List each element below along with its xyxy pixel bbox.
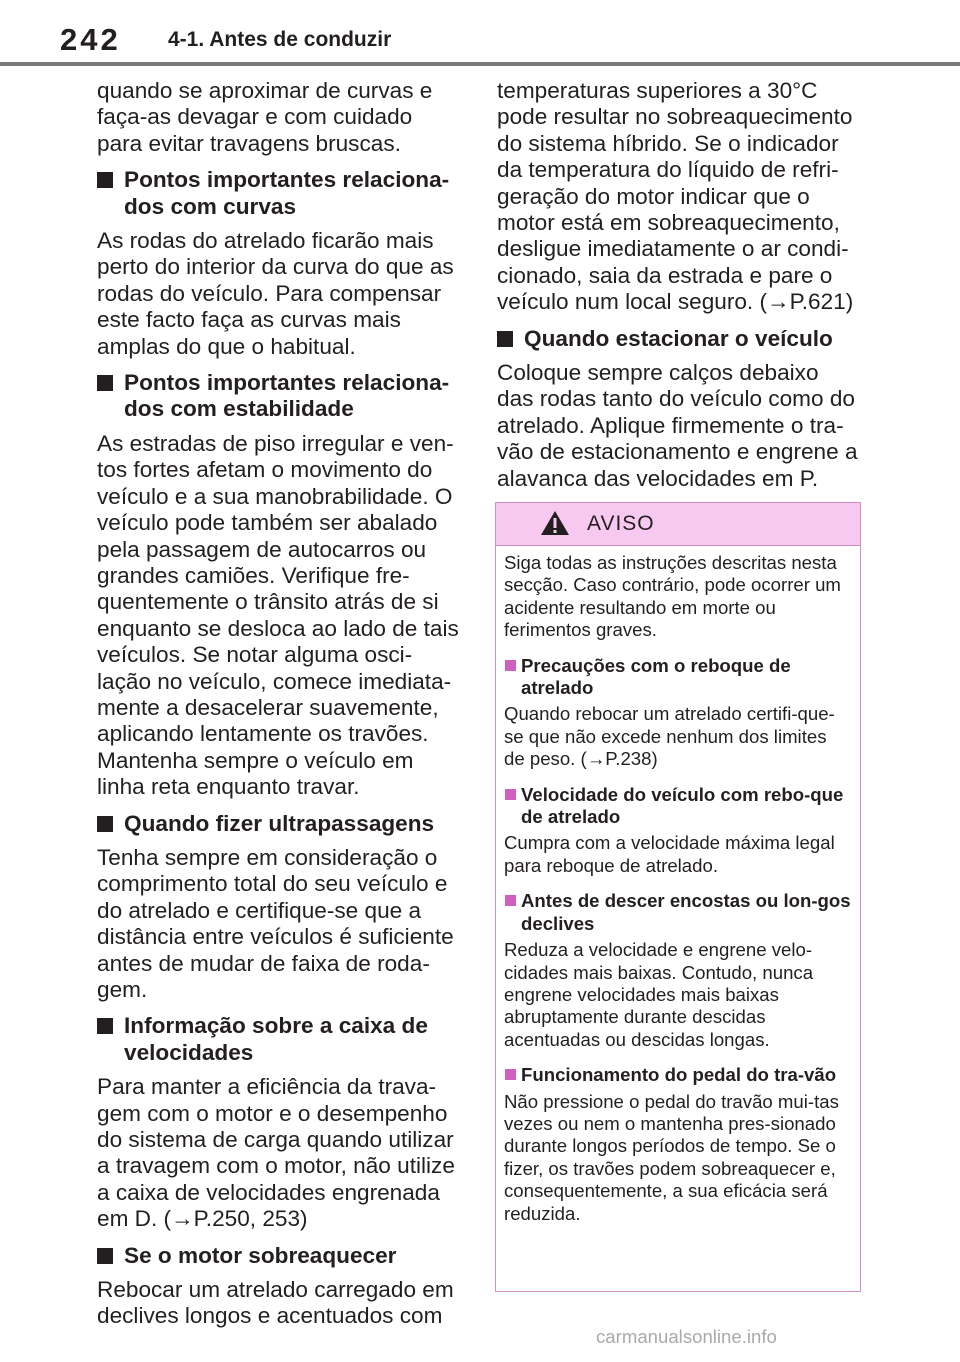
- section-heading: [497, 326, 859, 352]
- square-bullet-icon: [97, 375, 113, 391]
- warning-paragraph: Não pressione o pedal do travão mui-tas vezes ou nem o mantenha pres-sionado durante longos períodos de tempo. Se o fizer, os travões podem sobreaquecer e, consequentemente, a sua eficácia será reduzida.: [504, 1090, 839, 1224]
- square-bullet-icon: [505, 660, 516, 671]
- square-bullet-icon: [97, 1248, 113, 1264]
- warning-box: [495, 502, 861, 1292]
- section-paragraph: As rodas do atrelado ficarão mais perto do interior da curva do que as rodas do veículo. Para compensar este facto faça as curvas mais amplas do que o habitual.: [97, 228, 454, 359]
- warning-subheading-text: Precauções com o reboque de atrelado: [521, 654, 791, 699]
- section-heading: [97, 370, 459, 423]
- section-heading-text: Quando fizer ultrapassagens: [124, 810, 435, 836]
- section-paragraph: Rebocar um atrelado carregado em declives longos e acentuados com: [97, 1277, 454, 1329]
- section-title: 4-1. Antes de conduzir: [168, 28, 392, 51]
- warning-paragraph: Cumpra com a velocidade máxima legal para reboque de atrelado.: [504, 832, 835, 876]
- section-heading-text: Pontos importantes relaciona-dos com curvas: [124, 167, 450, 219]
- section-heading-text: Pontos importantes relaciona-dos com estabilidade: [124, 370, 450, 422]
- section-paragraph: As estradas de piso irregular e ven-tos fortes afetam o movimento do veículo e a sua manobrabilidade. O veículo pode também ser abalado pela passagem de autocarros ou grandes camiões. Verifique fre-quentemente o trânsito atrás de si enquanto se desloca ao lado de tais veículos. Se notar alguma osci-lação no veículo, comece imediata-mente a desacelerar suavemente, aplicando lentamente os travões. Mantenha sempre o veículo em linha reta enquanto travar.: [97, 430, 459, 800]
- left-column: [97, 78, 459, 1340]
- page-header: [0, 0, 960, 66]
- warning-subheading: [504, 655, 852, 700]
- square-bullet-icon: [97, 172, 113, 188]
- header-rule: [0, 62, 960, 66]
- square-bullet-icon: [505, 895, 516, 906]
- warning-triangle-icon: [540, 510, 570, 536]
- page-number: 242: [60, 22, 121, 57]
- section-paragraph: Coloque sempre calços debaixo das rodas tanto do veículo como do atrelado. Aplique firmemente o tra-vão de estacionamento e engrene a alavanca das velocidades em P.: [497, 360, 858, 491]
- section-heading-text: Se o motor sobreaquecer: [124, 1242, 397, 1268]
- section-heading: [97, 167, 459, 220]
- watermark: carmanualsonline.info: [596, 1326, 777, 1347]
- warning-title: AVISO: [587, 512, 655, 535]
- warning-subheading-text: Funcionamento do pedal do tra-vão: [521, 1064, 837, 1086]
- warning-subheading: [504, 890, 852, 935]
- warning-subheading: [504, 784, 852, 829]
- warning-header: [496, 503, 860, 546]
- warning-intro: Siga todas as instruções descritas nesta secção. Caso contrário, pode ocorrer um acidente resultando em morte ou ferimentos graves.: [504, 552, 841, 641]
- warning-body: [496, 546, 860, 1225]
- section-heading-text: Quando estacionar o veículo: [524, 325, 833, 351]
- section-heading: [97, 811, 459, 837]
- square-bullet-icon: [497, 331, 513, 347]
- warning-subheading-text: Antes de descer encostas ou lon-gos declives: [521, 890, 851, 934]
- right-column: [497, 78, 859, 502]
- warning-subheading-text: Velocidade do veículo com rebo-que de atrelado: [521, 783, 844, 828]
- square-bullet-icon: [97, 816, 113, 832]
- section-heading: [97, 1013, 459, 1066]
- section-paragraph: Para manter a eficiência da trava-gem com o motor e o desempenho do sistema de carga quando utilizar a travagem com o motor, não utilize a caixa de velocidades engrenada em D. (→P.250, 253): [97, 1074, 455, 1232]
- warning-paragraph: Reduza a velocidade e engrene velo-cidades mais baixas. Contudo, nunca engrene velocidades mais baixas abruptamente durante descidas acentuadas ou descidas longas.: [504, 939, 814, 1050]
- section-heading-text: Informação sobre a caixa de velocidades: [124, 1013, 428, 1065]
- warning-paragraph: Quando rebocar um atrelado certifi-que-se que não excede nenhum dos limites de peso. (→P.238): [504, 703, 835, 770]
- square-bullet-icon: [97, 1018, 113, 1034]
- section-paragraph: Tenha sempre em consideração o comprimento total do seu veículo e do atrelado e certifique-se que a distância entre veículos é suficiente antes de mudar de faixa de roda-gem.: [97, 844, 454, 1002]
- intro-paragraph: quando se aproximar de curvas e faça-as devagar e com cuidado para evitar travagens bruscas.: [97, 78, 433, 156]
- square-bullet-icon: [505, 1069, 516, 1080]
- continuation-paragraph: temperaturas superiores a 30°C pode resultar no sobreaquecimento do sistema híbrido. Se o indicador da temperatura do líquido de refri-geração do motor indicar que o motor está em sobreaquecimento, desligue imediatamente o ar condi-cionado, saia da estrada e pare o veículo num local seguro. (→P.621): [497, 78, 854, 315]
- section-heading: [97, 1243, 459, 1269]
- warning-subheading: [504, 1064, 852, 1086]
- square-bullet-icon: [505, 789, 516, 800]
